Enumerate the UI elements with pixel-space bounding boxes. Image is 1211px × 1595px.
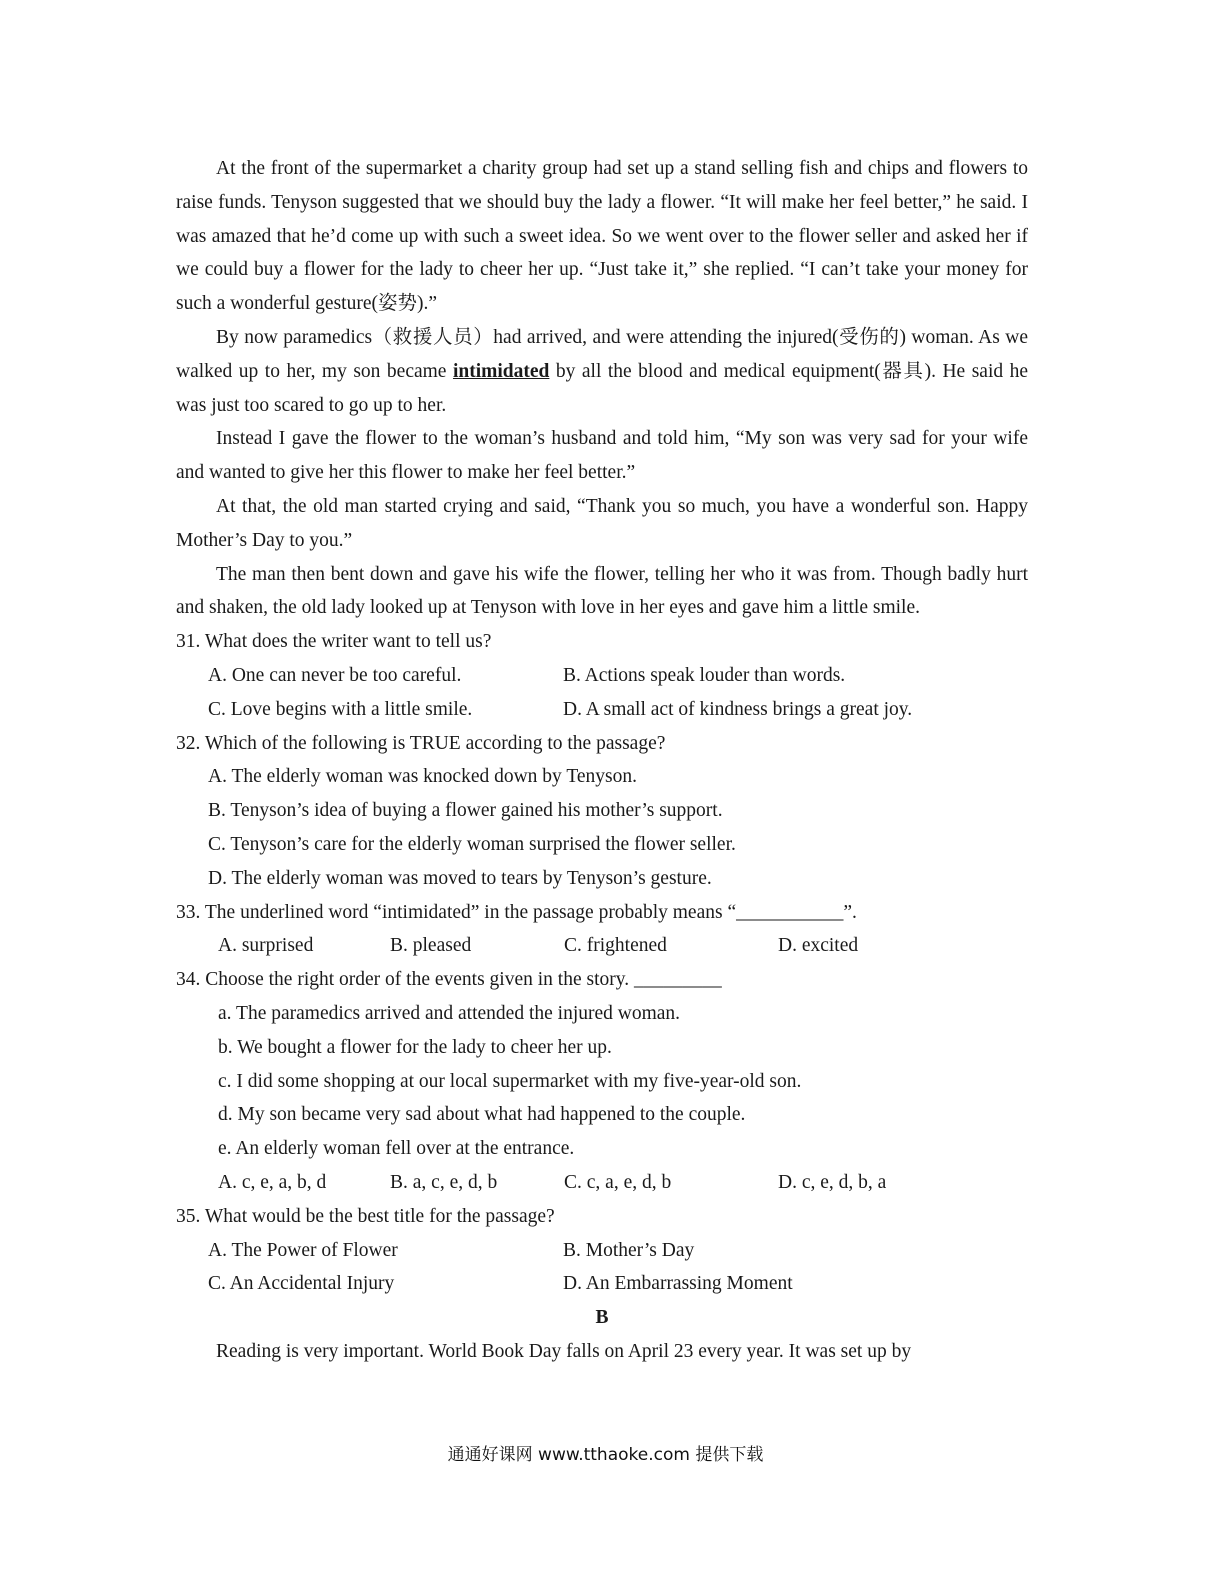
question-34-options: [176, 1166, 1028, 1200]
q34-event-e: e. An elderly woman fell over at the entrance.: [218, 1138, 575, 1160]
q31-option-d: D. A small act of kindness brings a great joy.: [563, 698, 913, 720]
paragraph-2-end: by all the blood and medical equipment(器具). He said he was just too scared to go up to her.: [176, 360, 1029, 416]
question-35: 35. What would be the best title for the passage?: [176, 1205, 555, 1227]
q31-option-c: C. Love begins with a little smile.: [208, 698, 473, 720]
q32-option-d: D. The elderly woman was moved to tears by Tenyson’s gesture.: [208, 867, 712, 889]
q34-event-c: c. I did some shopping at our local supermarket with my five-year-old son.: [218, 1070, 802, 1092]
q34-option-d: D. c, e, d, b, a: [778, 1171, 887, 1193]
q34-option-c: C. c, a, e, d, b: [564, 1171, 672, 1193]
q32-option-b: B. Tenyson’s idea of buying a flower gained his mother’s support.: [208, 800, 723, 822]
q34-option-b: B. a, c, e, d, b: [390, 1171, 498, 1193]
question-33: 33. The underlined word “intimidated” in the passage probably means “___________”.: [176, 901, 857, 923]
question-35-options-row-1: [176, 1234, 1028, 1268]
q31-option-a: A. One can never be too careful.: [208, 664, 462, 686]
question-31: 31. What does the writer want to tell us?: [176, 631, 492, 653]
question-34: 34. Choose the right order of the events given in the story. _________: [176, 969, 722, 991]
q35-option-d: D. An Embarrassing Moment: [563, 1273, 793, 1295]
q35-option-a: A. The Power of Flower: [208, 1239, 398, 1261]
q35-option-c: C. An Accidental Injury: [208, 1273, 395, 1295]
q33-option-a: A. surprised: [218, 935, 314, 957]
passage-paragraph-3: Instead I gave the flower to the woman’s husband and told him, “My son was very sad for your wife and wanted to give her this flower to make her feel better.”: [176, 428, 1028, 484]
q34-event-b: b. We bought a flower for the lady to cheer her up.: [218, 1036, 612, 1058]
question-31-options-row-1: [176, 659, 1028, 693]
paragraph-2-start: By now paramedics（救援人员）had arrived, and were attending the injured(受伤的) woman. As we walked up to her, my son became: [176, 326, 1028, 382]
passage-paragraph-1: At the front of the supermarket a charity group had set up a stand selling fish and chips and flowers to raise funds. Tenyson suggested that we should buy the lady a flower. “It will make her feel better,” he said. I was amazed that he’d come up with such a sweet idea. So we went over to the flower seller and asked her if we could buy a flower for the lady to cheer her up. “Just take it,” she replied. “I can’t take your money for such a wonderful gesture(姿势).”: [176, 158, 1028, 315]
section-b-heading: B: [595, 1307, 609, 1329]
q33-option-d: D. excited: [778, 935, 859, 957]
q34-option-a: A. c, e, a, b, d: [218, 1171, 327, 1193]
question-31-options-row-2: [176, 693, 1028, 727]
q33-option-c: C. frightened: [564, 935, 667, 957]
question-33-options: [176, 929, 1028, 963]
passage-paragraph-2: [176, 321, 1028, 422]
question-32: 32. Which of the following is TRUE according to the passage?: [176, 732, 666, 754]
q34-event-d: d. My son became very sad about what had happened to the couple.: [218, 1104, 746, 1126]
q31-option-b: B. Actions speak louder than words.: [563, 664, 846, 686]
page-footer: 通通好课网 www.tthaoke.com 提供下载: [447, 1445, 764, 1465]
passage-paragraph-5: The man then bent down and gave his wife the flower, telling her who it was from. Though badly hurt and shaken, the old lady looked up at Tenyson with love in her eyes and gave him a little smile.: [176, 563, 1028, 619]
page-content: [176, 152, 1028, 1369]
q32-option-a: A. The elderly woman was knocked down by Tenyson.: [208, 766, 637, 788]
passage-paragraph-4: At that, the old man started crying and said, “Thank you so much, you have a wonderful son. Happy Mother’s Day to you.”: [176, 495, 1028, 551]
q34-event-a: a. The paramedics arrived and attended the injured woman.: [218, 1002, 681, 1024]
question-35-options-row-2: [176, 1267, 1028, 1301]
underlined-word: intimidated: [452, 360, 550, 382]
q35-option-b: B. Mother’s Day: [563, 1239, 695, 1261]
section-b-intro: Reading is very important. World Book Day falls on April 23 every year. It was set up by: [216, 1340, 912, 1362]
q32-option-c: C. Tenyson’s care for the elderly woman surprised the flower seller.: [208, 833, 736, 855]
q33-option-b: B. pleased: [390, 935, 472, 957]
